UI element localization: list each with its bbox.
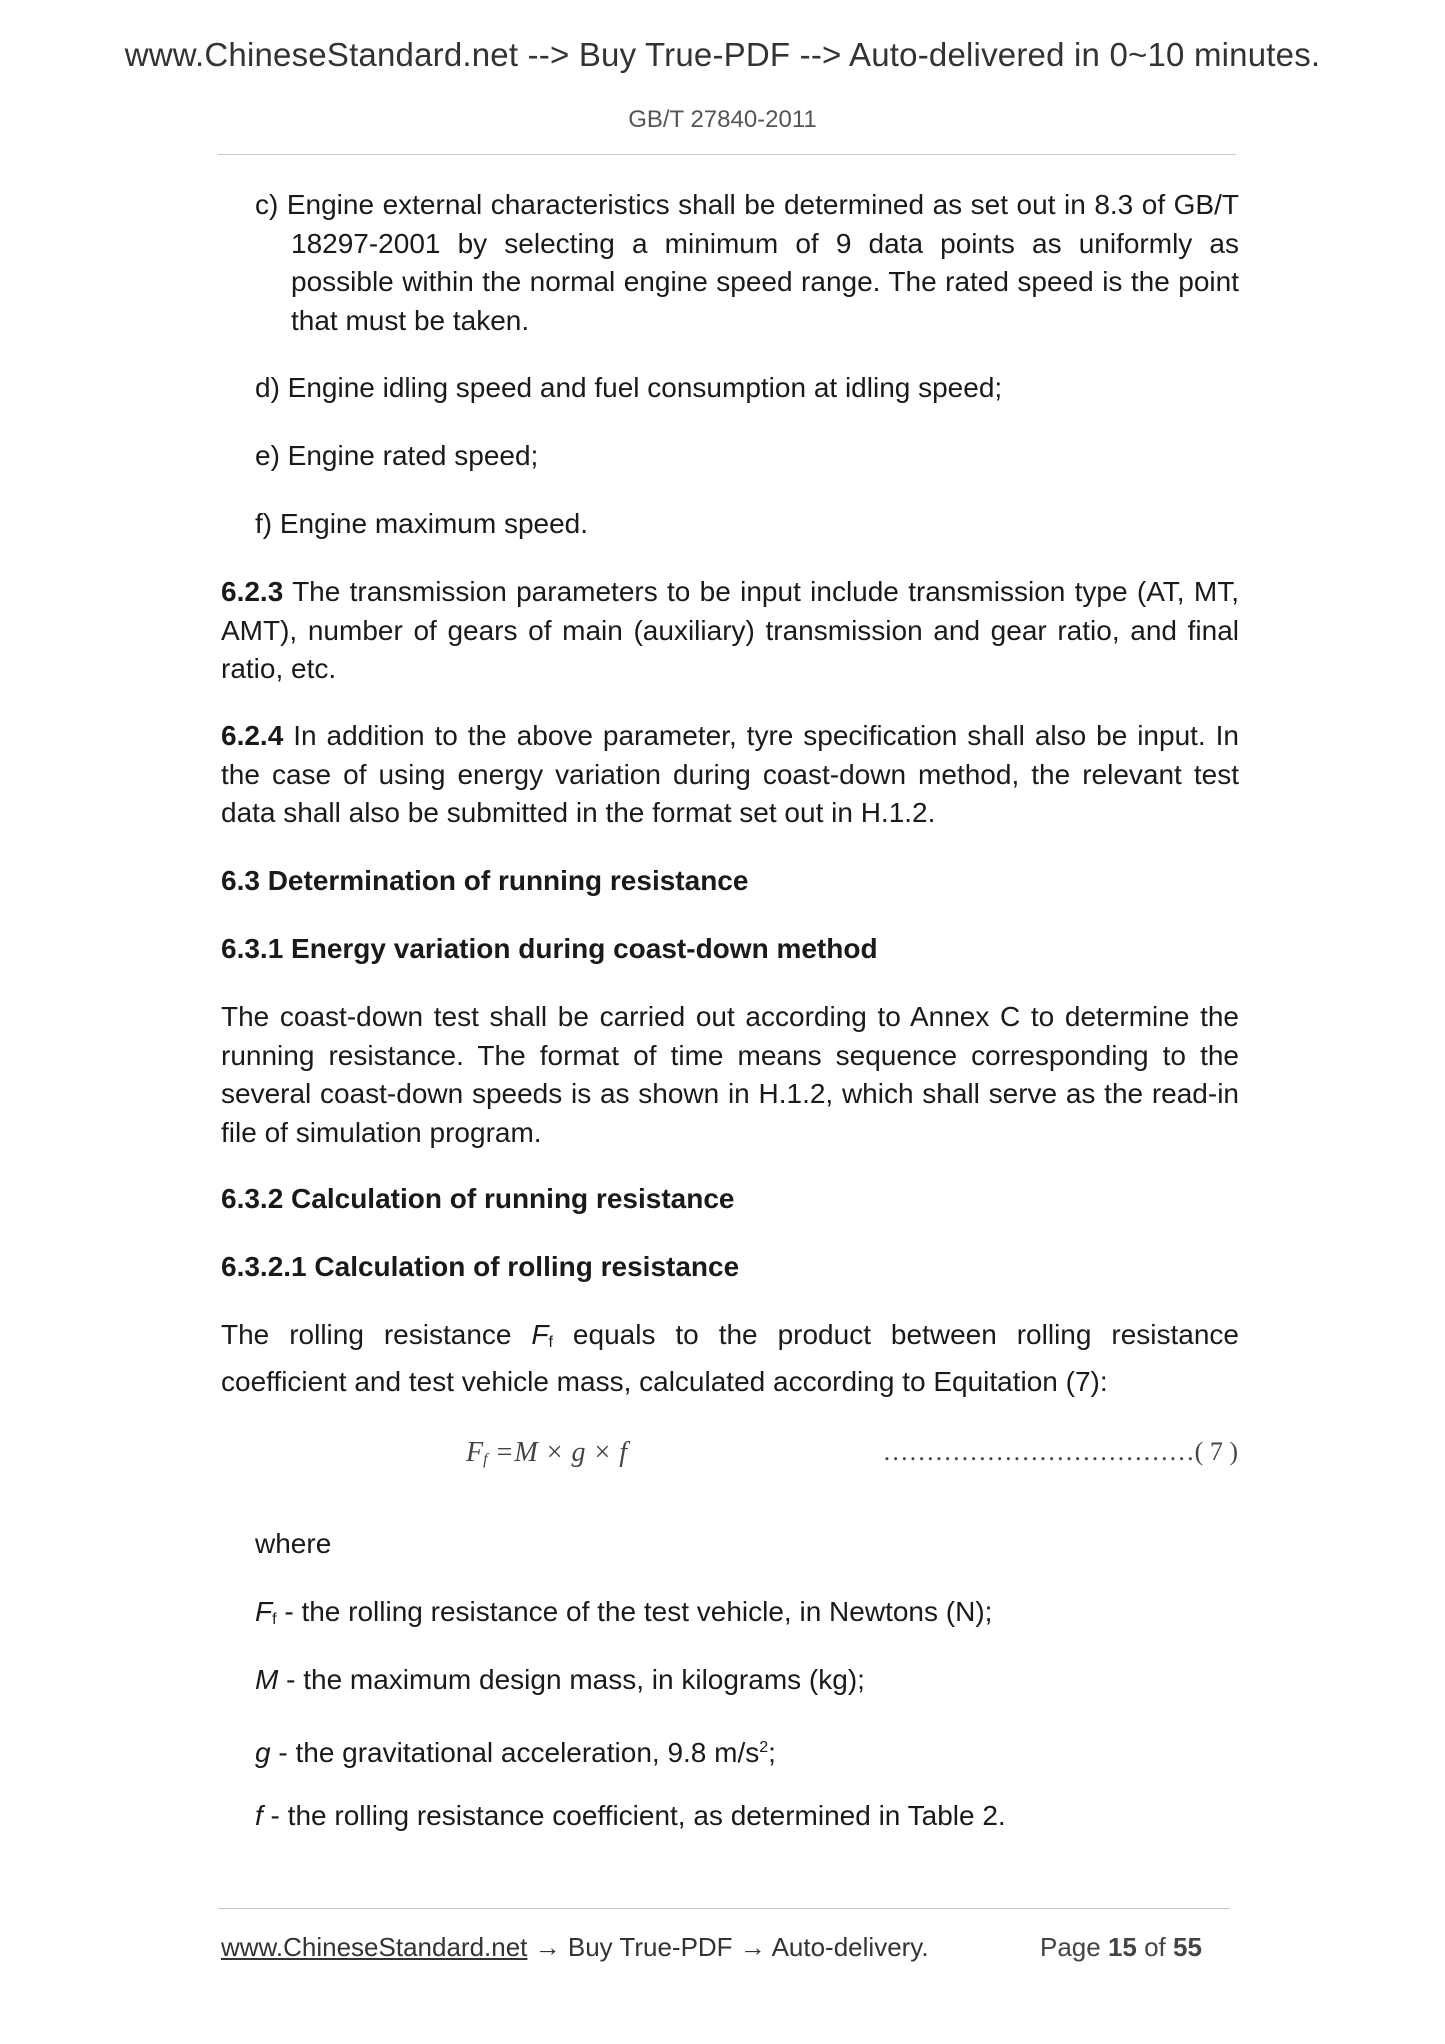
footer-promo [221,1932,929,1963]
clause-number: 6.2.4 [221,720,284,751]
symbol-M: M [255,1664,279,1695]
page-label: Page [1040,1932,1108,1962]
definition-M [255,1661,1239,1700]
eq-equals: = [496,1437,513,1468]
definition-Ff [255,1593,1239,1640]
heading-6-3-2: 6.3.2 Calculation of running resistance [221,1183,735,1214]
equation-number: ………………………………( 7 ) [882,1437,1238,1466]
page-number: 15 [1107,1932,1137,1962]
list-item-c: c) Engine external characteristics shall be determined as set out in 8.3 of GB/T 18297-2001 by selecting a minimum of 9 data points as uniformly as possible within the normal engine speed range. The rated speed is the point that must be taken. [255,189,1239,336]
eq-times: × [546,1437,563,1468]
standard-number: GB/T 27840-2011 [628,106,817,133]
text-run: equals to the product between rolling resistance coefficient and test vehicle mass, calculated according to Equitation (7): [221,1319,1239,1397]
paragraph-6-3-1: The coast-down test shall be carried out according to Annex C to determine the running resistance. The format of time means sequence corresponding to the several coast-down speeds is as shown in H.1.2, which shall serve as the read-in file of simulation program. [221,1001,1239,1148]
equation-7 [466,1437,627,1469]
page-indicator [1040,1932,1202,1963]
subscript-f: f [548,1334,553,1351]
clause-6-2-3 [221,573,1239,689]
clause-text: The transmission parameters to be input include transmission type (AT, MT, AMT), number of gears of main (auxiliary) transmission and gear ratio, and final ratio, etc. [221,576,1239,684]
heading-6-3-2-1: 6.3.2.1 Calculation of rolling resistance [221,1251,740,1282]
definition-text: - the rolling resistance of the test vehicle, in Newtons (N); [276,1596,993,1627]
text-run: The rolling resistance [221,1319,532,1350]
of-label: of [1136,1932,1174,1962]
eq-f: f [619,1437,628,1468]
definition-g [255,1729,1239,1773]
eq-g: g [571,1437,586,1468]
clause-6-2-4 [221,717,1239,833]
list-item-d: d) Engine idling speed and fuel consumption at idling speed; [255,372,1003,403]
symbol-g: g [255,1737,271,1768]
heading-6-3-1: 6.3.1 Energy variation during coast-down method [221,933,878,964]
symbol-F: F [531,1319,549,1350]
definition-text: ; [768,1737,776,1768]
definition-text: - the maximum design mass, in kilograms (kg); [278,1664,865,1695]
heading-6-3: 6.3 Determination of running resistance [221,865,749,896]
eq-m: M [514,1437,538,1468]
eq-lhs-sub: f [483,1451,488,1468]
clause-number: 6.2.3 [221,576,284,607]
page-total: 55 [1173,1932,1202,1962]
site-banner: www.ChineseStandard.net --> Buy True-PDF --> Auto-delivered in 0~10 minutes. [124,36,1321,73]
where-label: where [255,1528,332,1559]
list-item-e: e) Engine rated speed; [255,440,539,471]
subscript-f: f [272,1611,277,1628]
header-divider [218,154,1236,155]
symbol-F: F [255,1596,273,1627]
clause-text: In addition to the above parameter, tyre specification shall also be input. In the case of using energy variation during coast-down method, the relevant test data shall also be submitted in the format set out in H.1.2. [221,720,1239,828]
footer-divider [218,1908,1230,1909]
symbol-f: f [255,1800,263,1831]
superscript-2: 2 [759,1739,769,1756]
definition-f [255,1797,1239,1836]
definition-text: - the rolling resistance coefficient, as determined in Table 2. [262,1800,1006,1831]
footer-site-link[interactable]: www.ChineseStandard.net [221,1932,528,1962]
eq-times: × [594,1437,611,1468]
list-item-f: f) Engine maximum speed. [255,508,589,539]
footer-promo-text: → Buy True-PDF → Auto-delivery. [527,1932,929,1962]
eq-lhs: F [466,1437,484,1468]
definition-text: - the gravitational acceleration, 9.8 m/s [270,1737,760,1768]
paragraph-6-3-2-1 [221,1316,1239,1401]
